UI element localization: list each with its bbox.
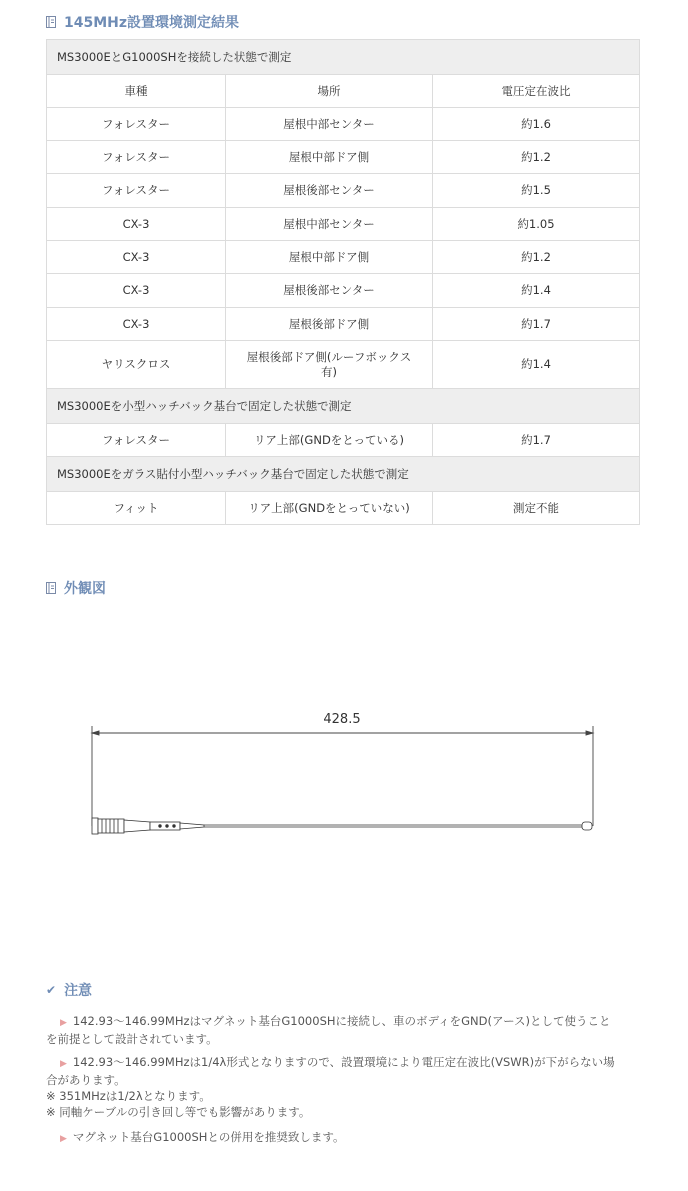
group-title: MS3000Eを小型ハッチバック基台で固定した状態で測定 <box>47 389 640 424</box>
cell-vehicle: ヤリスクロス <box>47 341 226 389</box>
table-row <box>47 241 640 274</box>
note-line: ▶ 142.93～146.99MHzは1/4λ形式となりますので、設置環境により電圧定在波比(VSWR)が下がらない場 <box>60 1055 615 1069</box>
triangle-bullet-icon: ▶ <box>60 1134 67 1144</box>
antenna-drawing <box>84 700 604 850</box>
table-row <box>47 274 640 308</box>
document-icon <box>46 16 56 28</box>
cell-vehicle: CX-3 <box>47 308 226 341</box>
cell-location: 屋根後部ドア側(ルーフボックス有) <box>226 341 433 389</box>
cell-location: 屋根中部ドア側 <box>226 141 433 174</box>
note-line: ▶ マグネット基台G1000SHとの併用を推奨致します。 <box>60 1130 345 1144</box>
cell-vswr: 約1.5 <box>433 174 640 208</box>
cell-location: リア上部(GNDをとっていない) <box>226 492 433 525</box>
cell-location: 屋根中部ドア側 <box>226 241 433 274</box>
section-title-text: 外観図 <box>64 581 106 597</box>
cell-vswr: 約1.4 <box>433 341 640 389</box>
group-header-row <box>47 457 640 492</box>
cell-vswr: 約1.7 <box>433 424 640 457</box>
cell-vehicle: CX-3 <box>47 241 226 274</box>
check-icon: ✔ <box>46 983 57 997</box>
column-header-vswr: 電圧定在波比 <box>433 75 640 108</box>
cell-location: 屋根後部センター <box>226 274 433 308</box>
antenna-body <box>92 818 592 834</box>
cell-location: 屋根後部ドア側 <box>226 308 433 341</box>
note-line: ▶ 142.93～146.99MHzはマグネット基台G1000SHに接続し、車のボディをGND(アース)として使うこと <box>60 1014 611 1028</box>
cell-vswr: 約1.7 <box>433 308 640 341</box>
table-row <box>47 424 640 457</box>
cell-location: 屋根後部センター <box>226 174 433 208</box>
cell-vehicle: フォレスター <box>47 424 226 457</box>
cell-vehicle: フィット <box>47 492 226 525</box>
dimension-label: 428.5 <box>323 712 361 727</box>
results-table <box>46 39 640 525</box>
group-title: MS3000Eをガラス貼付小型ハッチバック基台で固定した状態で測定 <box>47 457 640 492</box>
section-title-measurement <box>46 12 239 32</box>
cell-location: 屋根中部センター <box>226 208 433 241</box>
cell-vswr: 約1.6 <box>433 108 640 141</box>
group-title: MS3000EとG1000SHを接続した状態で測定 <box>47 40 640 75</box>
cell-location: リア上部(GNDをとっている) <box>226 424 433 457</box>
section-title-appearance <box>46 578 106 598</box>
group-header-row <box>47 389 640 424</box>
triangle-bullet-icon: ▶ <box>60 1018 67 1028</box>
cell-vehicle: フォレスター <box>47 108 226 141</box>
table-row <box>47 341 640 389</box>
group-header-row <box>47 40 640 75</box>
cell-vswr: 約1.05 <box>433 208 640 241</box>
column-header-vehicle: 車種 <box>47 75 226 108</box>
note-item <box>46 1054 640 1120</box>
triangle-bullet-icon: ▶ <box>60 1059 67 1069</box>
note-item <box>60 1129 640 1147</box>
note-line: 合があります。 <box>46 1073 126 1087</box>
cell-vehicle: CX-3 <box>47 274 226 308</box>
table-row <box>47 308 640 341</box>
table-row <box>47 208 640 241</box>
cell-vswr: 約1.2 <box>433 141 640 174</box>
table-row <box>47 141 640 174</box>
cell-vswr: 約1.4 <box>433 274 640 308</box>
column-header-row <box>47 75 640 108</box>
cell-vehicle: フォレスター <box>47 174 226 208</box>
table-row <box>47 492 640 525</box>
column-header-location: 場所 <box>226 75 433 108</box>
document-icon <box>46 582 56 594</box>
dimension-line <box>92 726 593 826</box>
table-row <box>47 108 640 141</box>
section-title-text: 145MHz設置環境測定結果 <box>64 15 240 31</box>
notes-title-text: 注意 <box>64 983 93 999</box>
cell-vswr: 測定不能 <box>433 492 640 525</box>
notes-section <box>46 980 646 1144</box>
note-line: を前提として設計されています。 <box>46 1032 218 1046</box>
notes-title <box>46 980 646 1000</box>
cell-location: 屋根中部センター <box>226 108 433 141</box>
cell-vehicle: フォレスター <box>47 141 226 174</box>
note-item <box>46 1013 640 1047</box>
cell-vswr: 約1.2 <box>433 241 640 274</box>
note-line: ※ 351MHzは1/2λとなります。 <box>46 1089 211 1103</box>
cell-vehicle: CX-3 <box>47 208 226 241</box>
table-row <box>47 174 640 208</box>
note-line: ※ 同軸ケーブルの引き回し等でも影響があります。 <box>46 1105 311 1119</box>
